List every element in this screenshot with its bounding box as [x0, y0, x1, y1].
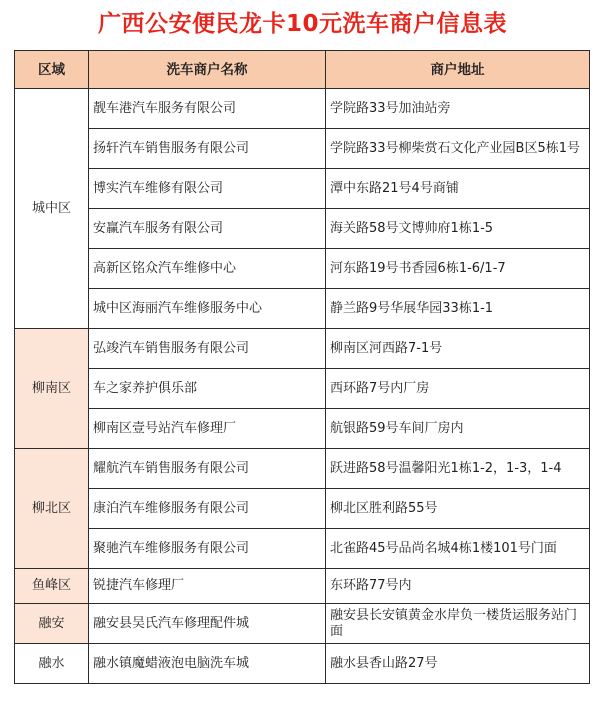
table-row [15, 169, 590, 209]
header-address: 商户地址 [326, 51, 590, 89]
merchant-name: 锐捷汽车修理厂 [89, 569, 326, 604]
merchant-name: 靓车港汽车服务有限公司 [89, 89, 326, 129]
table-row [15, 409, 590, 449]
district-cell: 鱼峰区 [15, 569, 89, 604]
merchant-address: 河东路19号书香园6栋1-6/1-7 [326, 249, 590, 289]
merchant-name: 融水镇魔蜡液泡电脑洗车城 [89, 644, 326, 684]
merchant-address: 西环路7号内厂房 [326, 369, 590, 409]
merchant-address: 柳南区河西路7-1号 [326, 329, 590, 369]
merchant-address: 北雀路45号品尚名城4栋1楼101号门面 [326, 529, 590, 569]
merchant-name: 安赢汽车服务有限公司 [89, 209, 326, 249]
district-cell: 融水 [15, 644, 89, 684]
table-row [15, 489, 590, 529]
merchant-name: 车之家养护俱乐部 [89, 369, 326, 409]
merchant-name: 柳南区壹号站汽车修理厂 [89, 409, 326, 449]
merchant-address: 柳北区胜利路55号 [326, 489, 590, 529]
table-row [15, 449, 590, 489]
merchant-name: 聚驰汽车维修服务有限公司 [89, 529, 326, 569]
table-row [15, 329, 590, 369]
table-row [15, 569, 590, 604]
merchant-name: 弘竣汽车销售服务有限公司 [89, 329, 326, 369]
table-row [15, 249, 590, 289]
table-row [15, 89, 590, 129]
page-title: 广西公安便民龙卡10元洗车商户信息表 [97, 11, 507, 37]
merchant-address: 潭中东路21号4号商铺 [326, 169, 590, 209]
merchant-address: 静兰路9号华展华园33栋1-1 [326, 289, 590, 329]
table-row [15, 209, 590, 249]
merchant-address: 学院路33号加油站旁 [326, 89, 590, 129]
merchant-table [14, 50, 590, 684]
merchant-name: 高新区铭众汽车维修中心 [89, 249, 326, 289]
table-row [15, 129, 590, 169]
merchant-name: 城中区海丽汽车维修服务中心 [89, 289, 326, 329]
table-row [15, 529, 590, 569]
table-header-row [15, 51, 590, 89]
table-row [15, 369, 590, 409]
merchant-address: 融水县香山路27号 [326, 644, 590, 684]
merchant-address: 跃进路58号温馨阳光1栋1-2，1-3，1-4 [326, 449, 590, 489]
table-row [15, 289, 590, 329]
merchant-address: 东环路77号内 [326, 569, 590, 604]
merchant-address: 海关路58号文博帅府1栋1-5 [326, 209, 590, 249]
table-row [15, 644, 590, 684]
merchant-name: 康泊汽车维修服务有限公司 [89, 489, 326, 529]
district-cell: 柳北区 [15, 449, 89, 569]
header-merchant-name: 洗车商户名称 [89, 51, 326, 89]
district-cell: 融安 [15, 604, 89, 644]
merchant-address: 融安县长安镇黄金水岸负一楼货运服务站门面 [326, 604, 590, 644]
merchant-name: 耀航汽车销售服务有限公司 [89, 449, 326, 489]
merchant-name: 融安县吴氏汽车修理配件城 [89, 604, 326, 644]
merchant-name: 扬轩汽车销售服务有限公司 [89, 129, 326, 169]
merchant-address: 航银路59号车间厂房内 [326, 409, 590, 449]
district-cell: 城中区 [15, 89, 89, 329]
district-cell: 柳南区 [15, 329, 89, 449]
header-district: 区域 [15, 51, 89, 89]
merchant-address: 学院路33号柳柴赏石文化产业园B区5栋1号 [326, 129, 590, 169]
table-row [15, 604, 590, 644]
merchant-name: 博实汽车维修有限公司 [89, 169, 326, 209]
